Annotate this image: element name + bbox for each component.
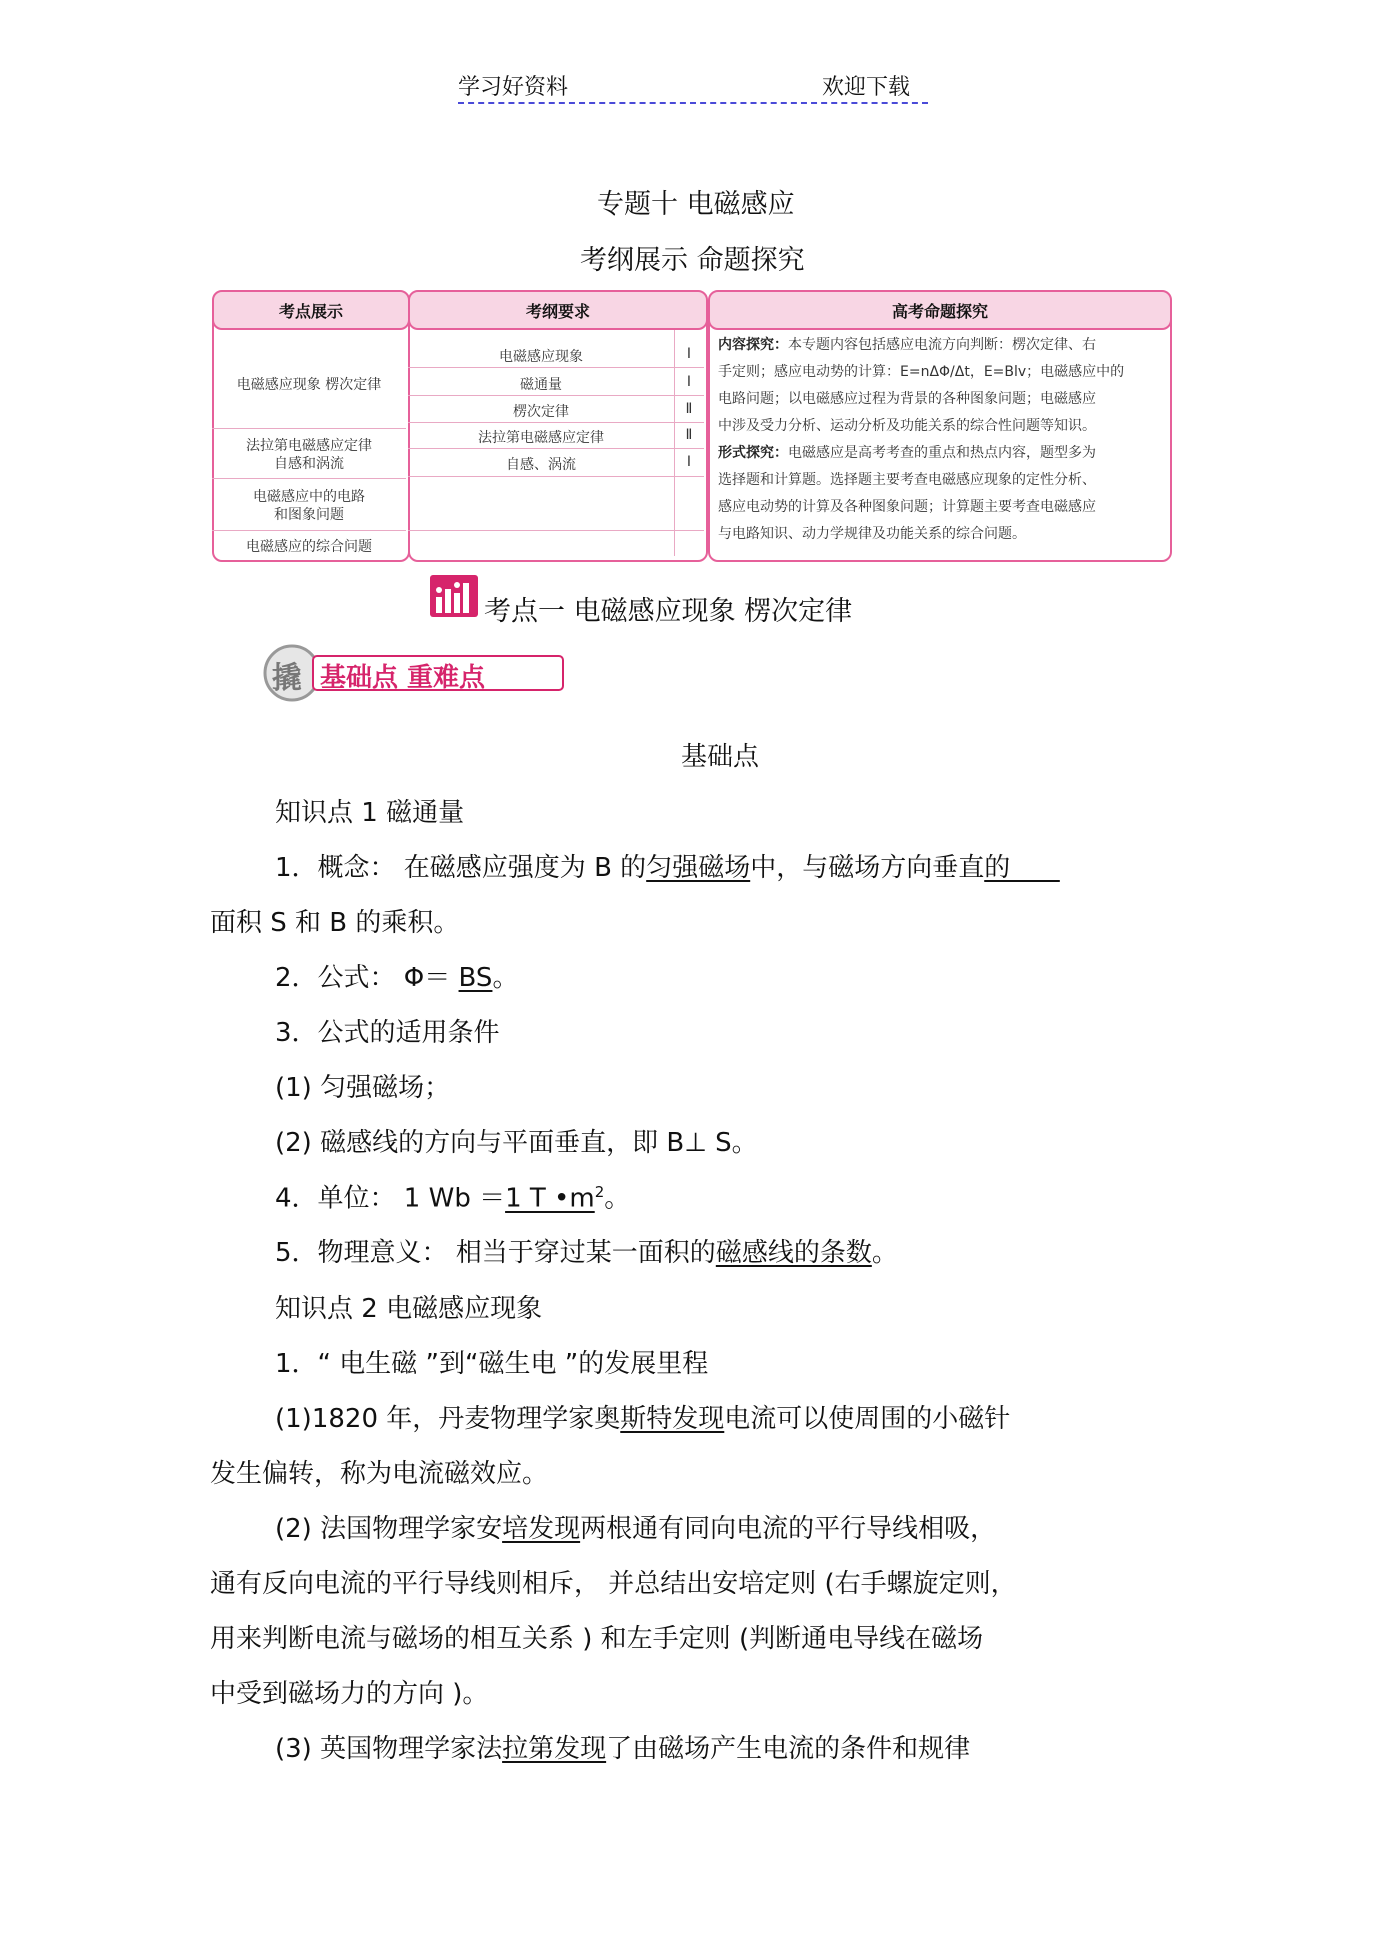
kp1-line: 面积 S 和 B 的乘积。 — [210, 908, 460, 938]
exploration-line-text: 本专题内容包括感应电流方向判断：楞次定律、右 — [788, 337, 1096, 353]
syllabus-table — [212, 290, 1172, 562]
text: 。 — [492, 963, 519, 993]
text: (2) 法国物理学家安 — [275, 1514, 503, 1544]
kp1-line — [275, 1240, 898, 1266]
exploration-line: 感应电动势的计算及各种图象问题；计算题主要考查电磁感应 — [718, 499, 1096, 515]
kp2-heading: 知识点 2 电磁感应现象 — [275, 1294, 543, 1324]
topic-cell: 电磁感应现象 楞次定律 — [236, 377, 382, 393]
kp2-line: 用来判断电流与磁场的相互关系 ) 和左手定则 (判断通电导线在磁场 — [210, 1624, 984, 1654]
blank-answer: 拉第发现 — [502, 1734, 607, 1764]
topic-cell: 电磁感应中的电路 — [253, 489, 365, 505]
blank-answer: 的 — [984, 853, 1060, 883]
kp2-line: 中受到磁场力的方向 )。 — [210, 1679, 489, 1709]
topic-cell: 电磁感应的综合问题 — [246, 539, 372, 555]
col-divider — [674, 330, 675, 556]
text: 4．单位： 1 Wb ＝ — [275, 1183, 506, 1214]
exploration-text — [718, 332, 1124, 548]
kp2-line: 通有反向电流的平行导线则相斥， 并总结出安培定则 (右手螺旋定则， — [210, 1569, 1017, 1599]
requirement-level: Ⅰ — [686, 454, 692, 470]
exploration-line: 中涉及受力分析、运动分析及功能关系的综合性问题等知识。 — [718, 418, 1096, 434]
text: 中，与磁场方向垂直 — [750, 853, 985, 883]
topic-cell: 法拉第电磁感应定律 — [246, 438, 372, 454]
banner-char: 撬 — [272, 661, 302, 696]
text: 电流可以使周围的小磁针 — [724, 1404, 1011, 1434]
blank-answer: BS — [458, 963, 493, 993]
row-divider — [408, 367, 704, 368]
text: 了由磁场产生电流的条件和规律 — [606, 1734, 971, 1764]
requirement-item: 楞次定律 — [513, 404, 569, 420]
topic-cell: 自感和涡流 — [274, 456, 344, 472]
text: (3) 英国物理学家法 — [275, 1734, 503, 1764]
section-title: 考点一 电磁感应现象 楞次定律 — [484, 596, 853, 627]
blank-answer: 1 T •m — [505, 1183, 595, 1214]
page-title: 专题十 电磁感应 — [597, 189, 795, 220]
section-icon — [430, 575, 478, 617]
page-subtitle: 考纲展示 命题探究 — [580, 245, 805, 276]
kp1-heading: 知识点 1 磁通量 — [275, 798, 465, 828]
row-divider — [212, 478, 406, 479]
kp2-line — [275, 1406, 1010, 1432]
table-header-exploration: 高考命题探究 — [708, 290, 1172, 330]
topic-cell: 和图象问题 — [274, 507, 344, 523]
row-divider — [212, 530, 406, 531]
exploration-line: 选择题和计算题。选择题主要考查电磁感应现象的定性分析、 — [718, 472, 1096, 488]
content-label: 内容探究： — [718, 337, 788, 353]
text: 。 — [604, 1183, 631, 1214]
kp2-line — [275, 1736, 970, 1762]
text: 1．概念： 在磁感应强度为 B 的 — [275, 853, 647, 883]
blank-answer: 培发现 — [502, 1514, 581, 1544]
kp1-line: (1) 匀强磁场； — [275, 1073, 451, 1103]
row-divider — [408, 476, 704, 477]
blank-answer: 磁感线的条数 — [715, 1238, 872, 1268]
header-right: 欢迎下载 — [822, 75, 911, 100]
exploration-line: 与电路知识、动力学规律及功能关系的综合问题。 — [718, 526, 1026, 542]
requirement-level: Ⅰ — [686, 346, 692, 362]
basics-heading: 基础点 — [681, 742, 760, 772]
header-left: 学习好资料 — [458, 75, 569, 100]
requirement-item: 自感、涡流 — [506, 457, 576, 473]
requirement-item: 法拉第电磁感应定律 — [478, 430, 604, 446]
requirement-item: 磁通量 — [520, 377, 562, 393]
kp2-line: 发生偏转，称为电流磁效应。 — [210, 1459, 549, 1489]
row-divider — [408, 395, 704, 396]
kp1-line — [275, 1185, 630, 1212]
header-divider — [458, 102, 928, 104]
kp1-line — [275, 965, 518, 991]
text: 2．公式： Φ＝ — [275, 963, 459, 993]
text: (1)1820 年，丹麦物理学家奥 — [275, 1404, 621, 1434]
requirement-level: Ⅱ — [685, 401, 693, 417]
requirement-level: Ⅰ — [686, 374, 692, 390]
text: 5．物理意义： 相当于穿过某一面积的 — [275, 1238, 716, 1268]
row-divider — [212, 428, 406, 429]
requirement-item: 电磁感应现象 — [499, 349, 583, 365]
row-divider — [408, 530, 704, 531]
kp2-line — [275, 1516, 996, 1542]
exploration-line-text: 电磁感应是高考考查的重点和热点内容，题型多为 — [788, 445, 1096, 461]
exploration-line: 手定则；感应电动势的计算：E=nΔΦ/Δt，E=Blv；电磁感应中的 — [718, 364, 1125, 380]
kp2-line: 1．“ 电生磁 ”到“磁生电 ”的发展里程 — [275, 1349, 709, 1379]
banner-label: 基础点 重难点 — [320, 663, 486, 693]
blank-answer: 匀强磁场 — [646, 853, 751, 883]
blank-answer: 斯特发现 — [620, 1404, 725, 1434]
kp1-line — [275, 855, 1060, 881]
row-divider — [408, 448, 704, 449]
exploration-line: 电路问题；以电磁感应过程为背景的各种图象问题；电磁感应 — [718, 391, 1096, 407]
bar-chart-icon — [430, 575, 478, 617]
superscript: 2 — [594, 1183, 605, 1201]
text: 。 — [871, 1238, 898, 1268]
kp1-line: 3．公式的适用条件 — [275, 1018, 500, 1048]
kp1-line: (2) 磁感线的方向与平面垂直，即 B⊥ S。 — [275, 1128, 758, 1158]
section-banner — [258, 642, 568, 704]
table-header-requirements: 考纲要求 — [408, 290, 708, 330]
exploration-line — [718, 332, 1124, 359]
requirement-level: Ⅱ — [685, 427, 693, 443]
table-header-topics: 考点展示 — [212, 290, 410, 330]
exploration-line — [718, 440, 1124, 467]
text: 两根通有同向电流的平行导线相吸， — [580, 1514, 997, 1544]
row-divider — [408, 422, 704, 423]
form-label: 形式探究： — [718, 445, 788, 461]
